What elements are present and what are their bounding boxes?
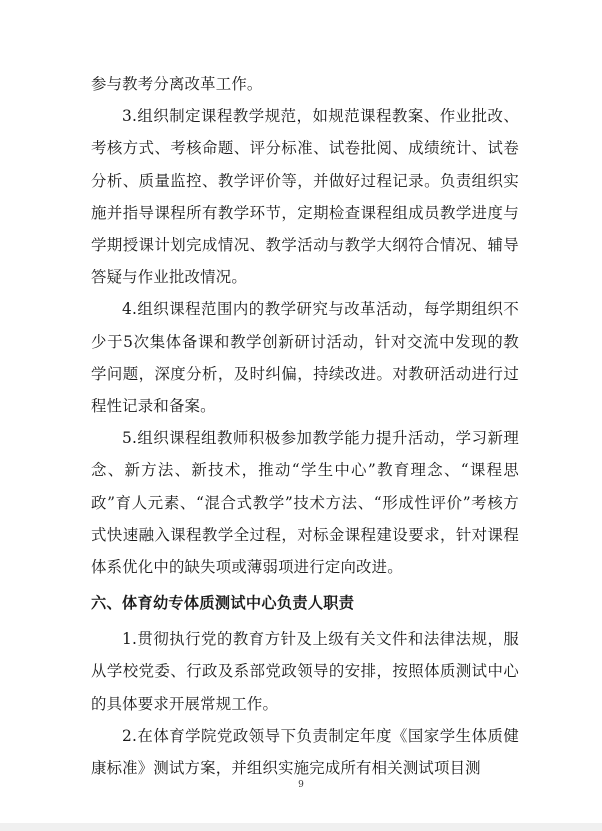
paragraph-item-4: 4.组织课程范围内的教学研究与改革活动，每学期组织不少于5次集体备课和教学创新研讨活动，针对交流中发现的教学问题，深度分析，及时纠偏，持续改进。对教研活动进行过程性记录和备案。 <box>91 300 519 416</box>
page-content <box>91 68 519 784</box>
paragraph-section6-item-1: 1.贯彻执行党的教育方针及上级有关文件和法律法规，服从学校党委、行政及系部党政领导的安排，按照体质测试中心的具体要求开展常规工作。 <box>91 630 519 713</box>
paragraph-section6-item-2: 2.在体育学院党政领导下负责制定年度《国家学生体质健康标准》测试方案，并组织实施完成所有相关测试项目测 <box>91 726 519 778</box>
page-bottom-edge <box>0 823 602 831</box>
paragraph-continuation: 参与教考分离改革工作。 <box>91 75 263 93</box>
page-number: 9 <box>298 780 304 790</box>
paragraph-item-3: 3.组织制定课程教学规范，如规范课程教案、作业批改、考核方式、考核命题、评分标准、试卷批阅、成绩统计、试卷分析、质量监控、教学评价等，并做好过程记录。负责组织实施并指导课程所有教学环节，定期检查课程组成员教学进度与学期授课计划完成情况、教学活动与教学大纲符合情况、辅导答疑与作业批改情况。 <box>91 107 519 287</box>
paragraph-item-5: 5.组织课程组教师积极参加教学能力提升活动，学习新理念、新方法、新技术，推动“学生中心”教育理念、“课程思政”育人元素、“混合式教学”技术方法、“形成性评价”考核方式快速融入课程教学全过程，对标金课程建设要求，针对课程体系优化中的缺失项或薄弱项进行定向改进。 <box>91 429 519 577</box>
section-heading: 六、体育幼专体质测试中心负责人职责 <box>91 594 355 613</box>
